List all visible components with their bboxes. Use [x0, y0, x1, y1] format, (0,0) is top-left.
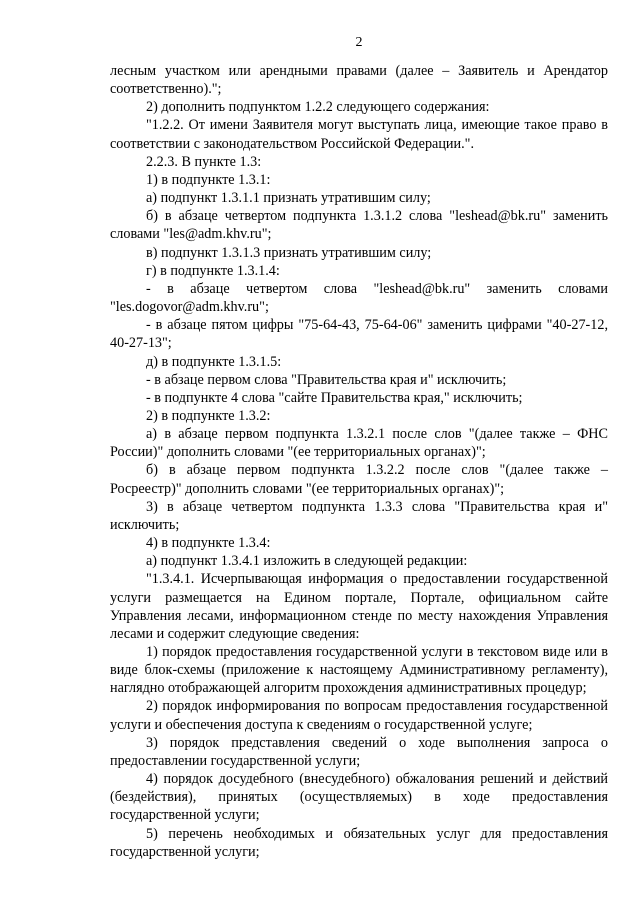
paragraph: 3) в абзаце четвертом подпункта 1.3.3 слова "Правительства края и" исключить; — [110, 498, 608, 533]
paragraph: 3) порядок представления сведений о ходе выполнения запроса о предоставлении государственной услуги; — [110, 734, 608, 769]
paragraph: 1) порядок предоставления государственной услуги в текстовом виде или в виде блок-схемы (приложение к настоящему Административному регламенту), наглядно отображающей алгоритм прохождения административных процедур; — [110, 644, 608, 697]
paragraph: г) в подпункте 1.3.1.4: — [146, 262, 280, 279]
paragraph: - в подпункте 4 слова "сайте Правительства края," исключить; — [146, 389, 523, 406]
paragraph: б) в абзаце четвертом подпункта 1.3.1.2 слова "leshead@bk.ru" заменить словами "les@adm.khv.ru"; — [110, 208, 608, 243]
paragraph: а) в абзаце первом подпункта 1.3.2.1 после слов "(далее также – ФНС России)" дополнить словами "(ее территориальных органах)"; — [110, 426, 608, 461]
paragraph: 2) порядок информирования по вопросам предоставления государственной услуги и обеспечения доступа к сведениям о государственной услуге; — [110, 698, 608, 733]
paragraph: а) подпункт 1.3.4.1 изложить в следующей редакции: — [146, 553, 468, 570]
paragraph: 2.2.3. В пункте 1.3: — [146, 153, 262, 170]
paragraph: д) в подпункте 1.3.1.5: — [146, 353, 282, 370]
paragraph: "1.2.2. От имени Заявителя могут выступать лица, имеющие такое право в соответствии с законодательством Российской Федерации.". — [110, 117, 608, 152]
paragraph-continuation: лесным участком или арендными правами (далее – Заявитель и Арендатор соответственно)."; — [110, 63, 608, 98]
paragraph: - в абзаце пятом цифры "75-64-43, 75-64-06" заменить цифрами "40-27-12, 40-27-13"; — [110, 317, 608, 352]
page-number: 2 — [355, 35, 363, 50]
paragraph: "1.3.4.1. Исчерпывающая информация о предоставлении государственной услуги размещается на Едином портале, Портале, официальном сайте Управления лесами, информационном стенде по месту нахождения Управления лесами и содержит следующие сведения: — [110, 571, 608, 642]
paragraph: 4) в подпункте 1.3.4: — [146, 535, 271, 552]
paragraph: в) подпункт 1.3.1.3 признать утратившим силу; — [146, 244, 432, 261]
paragraph: - в абзаце четвертом слова "leshead@bk.ru" заменить словами "les.dogovor@adm.khv.ru"; — [110, 280, 608, 316]
document-body — [110, 62, 608, 861]
paragraph: 1) в подпункте 1.3.1: — [146, 171, 271, 188]
paragraph: 4) порядок досудебного (внесудебного) обжалования решений и действий (бездействия), принятых (осуществляемых) в ходе предоставления государственной услуги; — [110, 771, 608, 824]
paragraph: б) в абзаце первом подпункта 1.3.2.2 после слов "(далее также – Росреестр)" дополнить словами "(ее территориальных органах)"; — [110, 462, 608, 497]
paragraph: 5) перечень необходимых и обязательных услуг для предоставления государственной услуги; — [110, 825, 608, 860]
paragraph: а) подпункт 1.3.1.1 признать утратившим силу; — [146, 190, 431, 207]
paragraph: 2) в подпункте 1.3.2: — [146, 407, 271, 424]
paragraph: - в абзаце первом слова "Правительства края и" исключить; — [146, 371, 507, 388]
paragraph: 2) дополнить подпунктом 1.2.2 следующего содержания: — [146, 99, 490, 116]
